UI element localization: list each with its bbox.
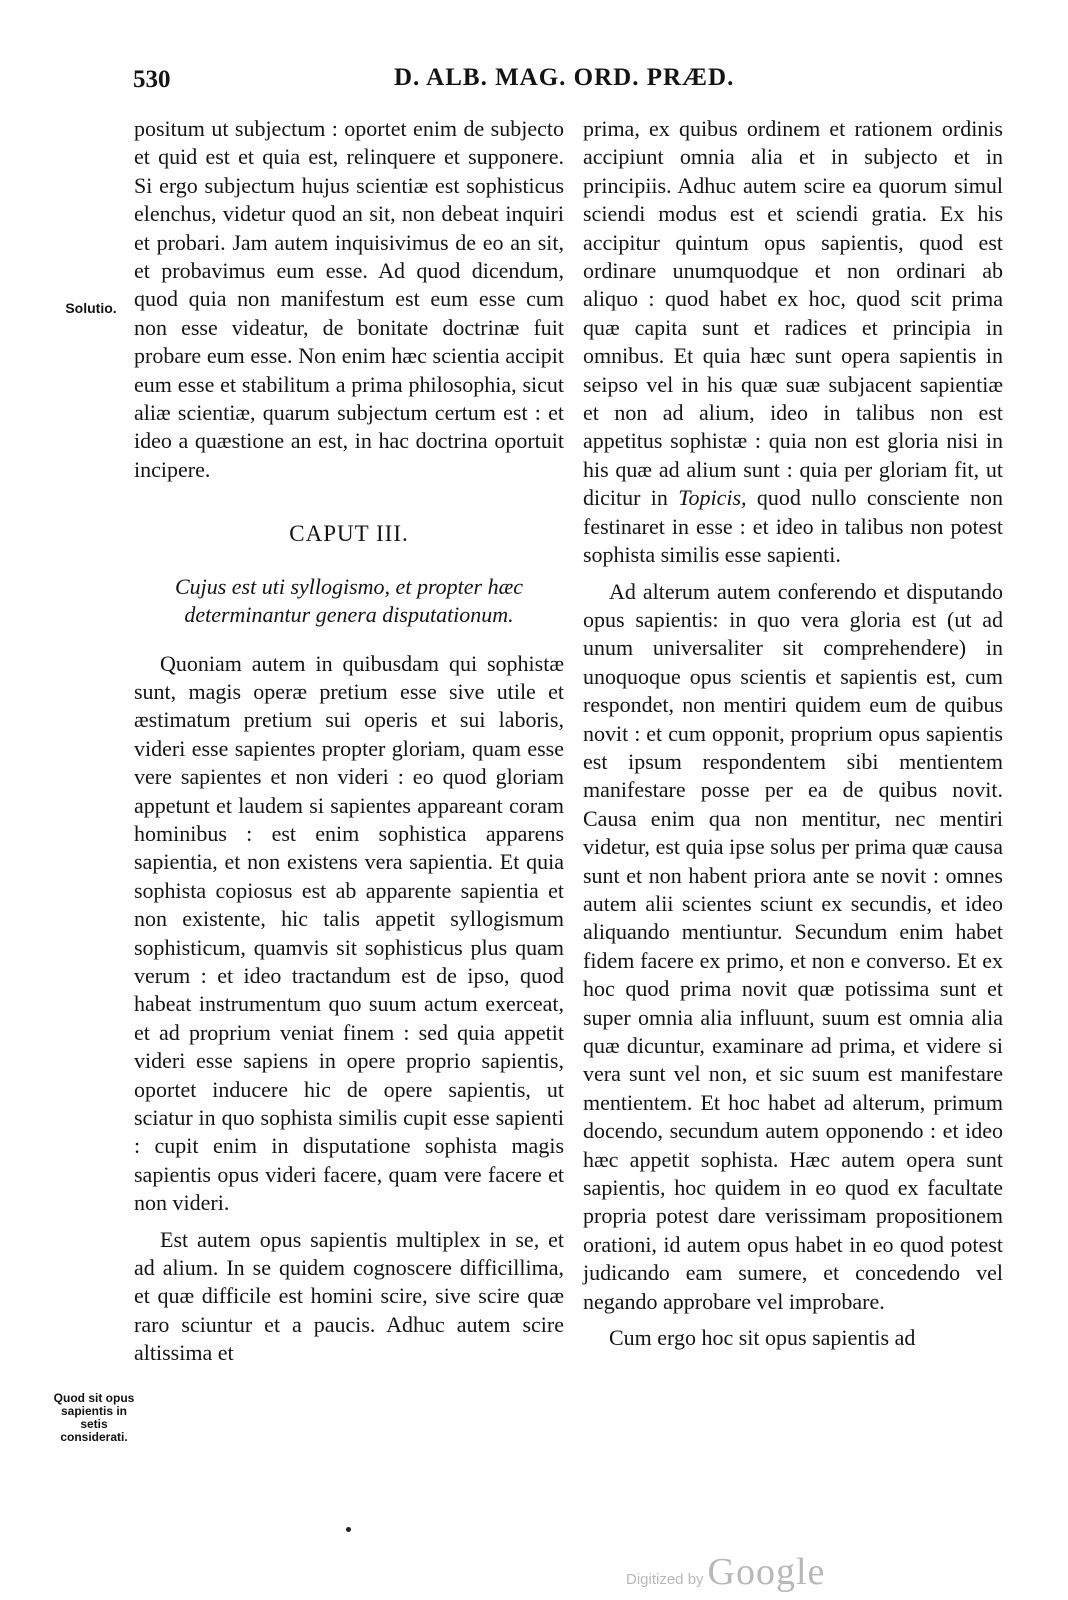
google-watermark: [626, 1550, 825, 1594]
left-paragraph-2: Quoniam autem in quibusdam qui sophistæ sunt, magis operæ pretium esse sive utile et æstimatum pretium sui operis et sui laboris, videri esse sapientes propter gloriam, quam esse vere sapientes et non videri : eo quod gloriam appetunt et laudem si sapientes appareant coram hominibus : est enim sophistica apparens sapientia, et non existens vera sapientia. Et quia sophista copiosus est ab apparente sapientia et non existente, hic talis appetit syllogismum sophisticum, quamvis sit sophisticus plus quam verum : et ideo tractandum est de ipso, quod habeat instrumentum quo suum actum exerceat, et ad proprium veniat finem : sed quia appetit videri esse sapiens in opere proprio sapientis, oportet inducere hic de opere sapientis, ut sciatur in quo sophista similis cupit esse sapienti : cupit enim in disputatione sophista magis sapientis opus videri facere, quam vere facere et non videri.: [134, 650, 564, 1216]
right-paragraph-3: Cum ergo hoc sit opus sapientis ad: [609, 1325, 916, 1351]
right-paragraph-2: Ad alterum autem conferendo et disputando opus sapientis: in quo vera gloria est (ut ad unum universaliter sit comprehendere) in unoquoque opus scientis et sapientis est, cum respondet, non mentiri quidem eum de quibus novit : et cum opponit, proprium opus sapientis est ipsum respondentem sibi mentientem manifestare posse per ea de quibus novit. Causa enim qua non mentitur, nec mentiri videtur, est quia ipse solus per prima quæ causa sunt et non habent priora ante se novit : omnes autem alii scientes sciunt ex secundis, et ideo aliquando mentiuntur. Secundum enim habet fidem facere ex primo, et non e converso. Et ex hoc quod prima novit quæ potissima sunt et super omnia alia influunt, suum est omnia alia quæ dicuntur, examinare ad prima, et videre si vera sunt vel non, et sic suum est manifestare mentientem. Et hoc habet ad alterum, primum docendo, secundum autem opponendo : et ideo hæc appetit sophista. Hæc autem opera sunt sapientis, hoc quidem in eo quod ex facultate propria potest dare verissimam propositionem orationi, id autem opus habet in eo quod potest judicando eam sumere, et concedendo vel negando approbare vel improbare.: [583, 578, 1003, 1314]
right-paragraph-1-end: quod nullo consciente non festinaret in esse : et ideo in talibus non potest sophista similis esse sapienti.: [583, 485, 1004, 568]
running-head: D. ALB. MAG. ORD. PRÆD.: [394, 64, 735, 91]
margin-note-quod-sit: Quod sit opus sapientis in setis considerati.: [53, 1391, 135, 1444]
page-number: 530: [133, 66, 171, 93]
right-paragraph-1-text: prima, ex quibus ordinem et rationem ordinis accipiunt omnia alia et in subjecto et in principiis. Adhuc autem scire ea quorum simul sciendi modus est et sciendi gratia. Ex his accipitur quintum opus sapientis, quod est ordinare unumquodque et non ordinari ab aliquo : quod habet ex hoc, quod scit prima quæ capita sunt et radices et principia in omnibus. Et quia hæc sunt opera sapientis in seipso vel in his quæ suæ subjacent sapientiæ et non ad alium, ideo in talibus non est appetitus sophistæ : quia non est gloria nisi in his quæ ad alium sunt : quia per gloriam fit, ut dicitur in: [583, 116, 1003, 511]
margin-note-solutio: Solutio.: [65, 300, 117, 316]
watermark-prefix: Digitized by: [626, 1571, 704, 1588]
topicis-reference: Topicis,: [678, 485, 747, 511]
left-column: [134, 115, 564, 1368]
left-paragraph-3: Est autem opus sapientis multiplex in se, et ad alium. In se quidem cognoscere difficillima, et quæ difficile est homini scire, sive scire quæ raro sciuntur et a paucis. Adhuc autem scire altissima et: [134, 1226, 564, 1366]
watermark-logo: Google: [707, 1551, 826, 1593]
stray-dot: [346, 1527, 351, 1532]
chapter-subtitle: Cujus est uti syllogismo, et propter hæc determinantur genera disputationum.: [174, 573, 524, 628]
right-paragraph-1: [583, 115, 1003, 570]
chapter-heading: CAPUT III.: [289, 521, 409, 547]
right-column: [583, 115, 1003, 1352]
left-paragraph-1: positum ut subjectum : oportet enim de subjecto et quid est et quia est, relinquere et supponere. Si ergo subjectum hujus scientiæ est sophisticus elenchus, videtur quod an sit, non debeat inquiri et probari. Jam autem inquisivimus de eo an sit, et probavimus eum esse. Ad quod dicendum, quod quia non manifestum est eum esse cum non esse videatur, de bonitate doctrinæ fuit probare eum esse. Non enim hæc scientia accipit eum esse et stabilitum a prima philosophia, sicut aliæ scientiæ, quarum subjectum certum est : et ideo a quæstione an est, in hac doctrina oportuit incipere.: [134, 116, 564, 482]
